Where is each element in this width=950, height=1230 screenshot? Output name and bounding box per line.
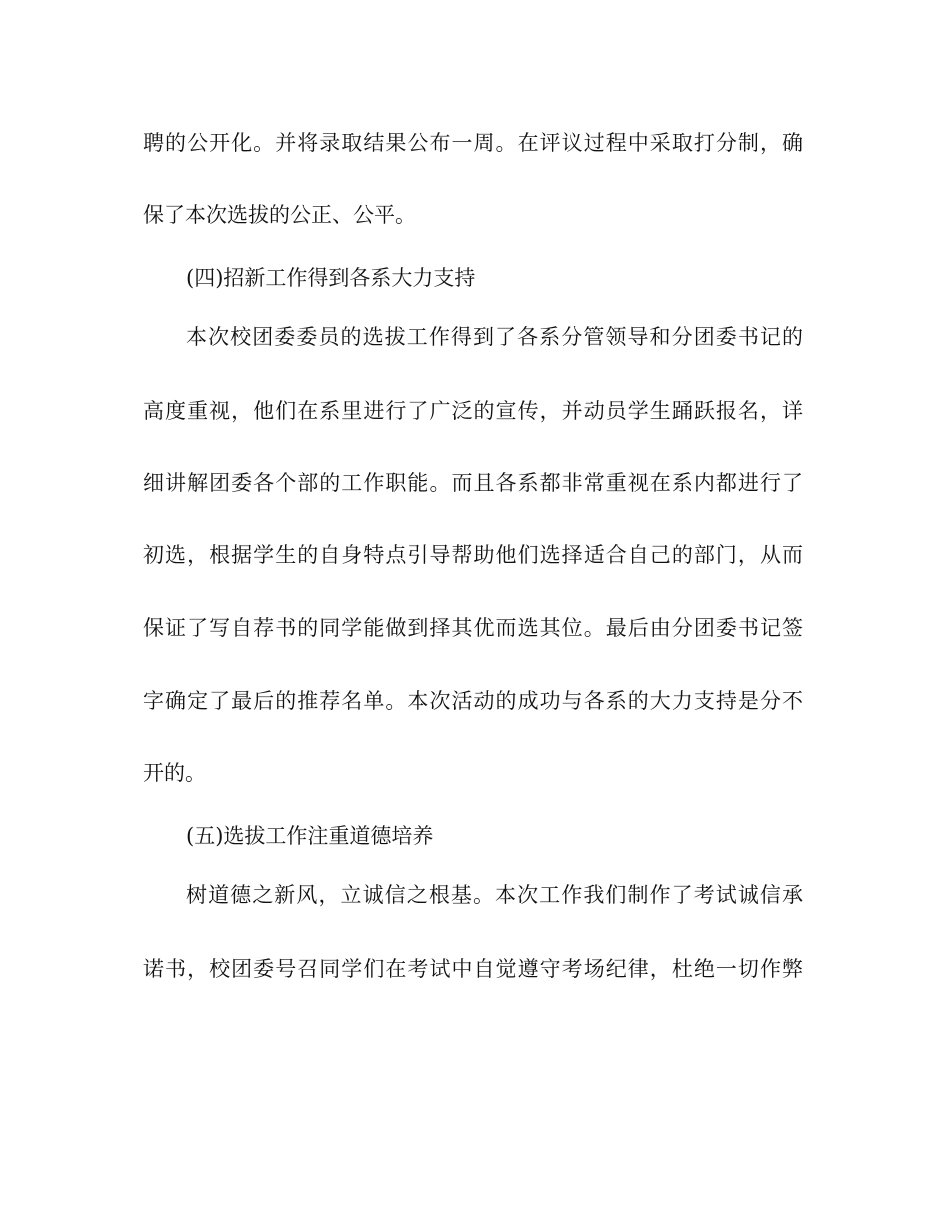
paragraph-2-line-3: 细讲解团委各个部的工作职能。而且各系都非常重视在系内都进行了: [143, 471, 803, 495]
paragraph-3-line-2: 诺书，校团委号召同学们在考试中自觉遵守考场纪律，杜绝一切作弊: [143, 957, 803, 981]
section-heading-4: (四)招新工作得到各系大力支持: [186, 266, 476, 290]
paragraph-3-line-1: 树道德之新风，立诚信之根基。本次工作我们制作了考试诚信承: [186, 883, 803, 907]
paragraph-2-line-5: 保证了写自荐书的同学能做到择其优而选其位。最后由分团委书记签: [143, 616, 803, 640]
paragraph-1-line-1: 聘的公开化。并将录取结果公布一周。在评议过程中采取打分制，确: [143, 131, 803, 155]
paragraph-1-line-2: 保了本次选拔的公正、公平。: [143, 203, 416, 227]
paragraph-2-line-2: 高度重视，他们在系里进行了广泛的宣传，并动员学生踊跃报名，详: [143, 399, 803, 423]
paragraph-2-line-7: 开的。: [143, 761, 206, 785]
paragraph-2-line-1: 本次校团委委员的选拔工作得到了各系分管领导和分团委书记的: [186, 325, 803, 349]
paragraph-2-line-6: 字确定了最后的推荐名单。本次活动的成功与各系的大力支持是分不: [143, 689, 803, 713]
section-heading-5: (五)选拔工作注重道德培养: [186, 824, 434, 848]
paragraph-2-line-4: 初选，根据学生的自身特点引导帮助他们选择适合自己的部门，从而: [143, 543, 803, 567]
